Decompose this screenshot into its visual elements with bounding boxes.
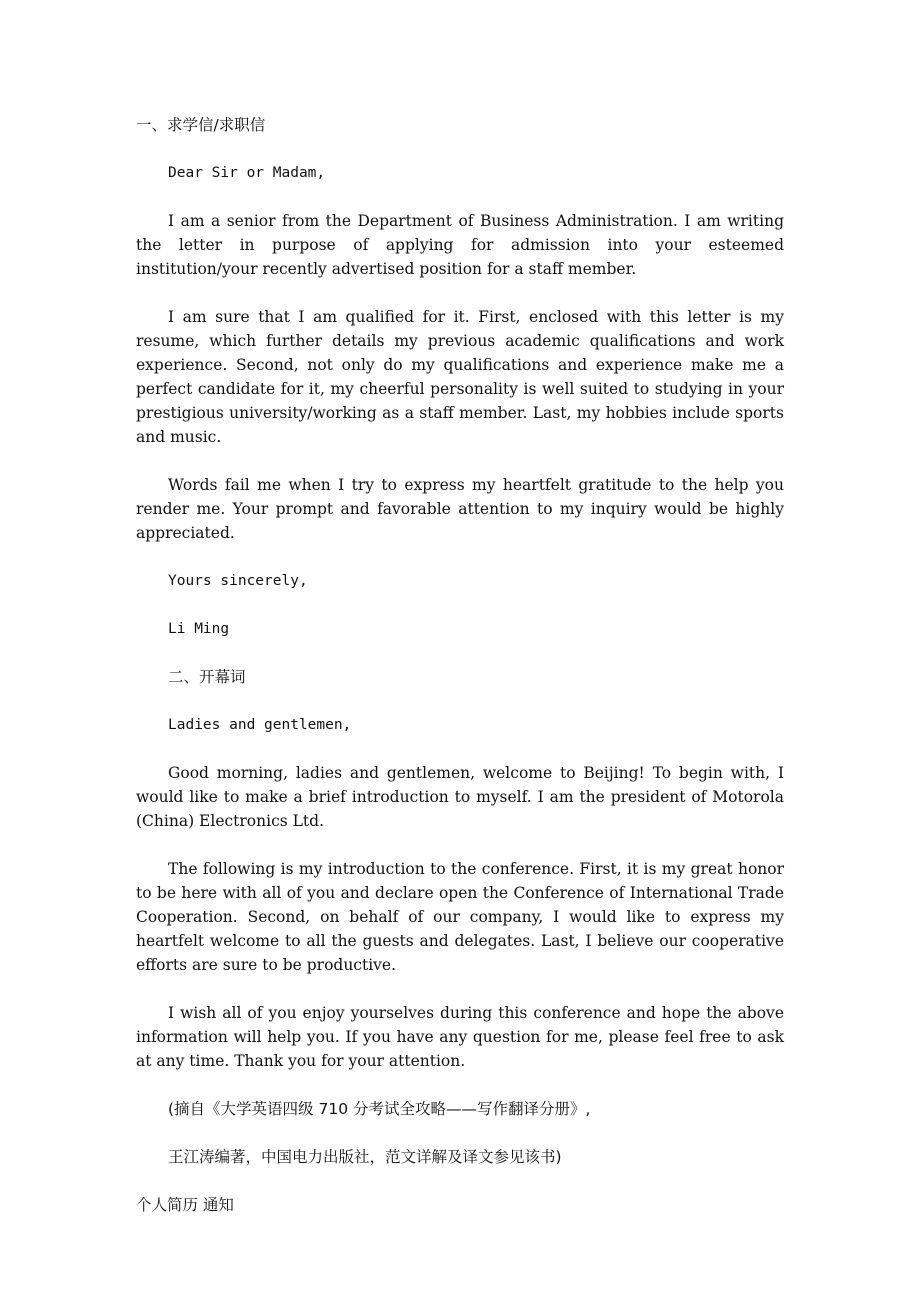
letter-paragraph-1: I am a senior from the Department of Business Administration. I am writing the letter in purpose of applying for admission into your esteemed institution/your recently advertised position for a staff member. bbox=[136, 212, 784, 278]
document-page bbox=[136, 113, 784, 1217]
source-note-line-2: 王江涛编著，中国电力出版社，范文详解及译文参见该书) bbox=[168, 1148, 562, 1166]
letter-signature: Li Ming bbox=[168, 621, 230, 637]
letter-salutation: Dear Sir or Madam, bbox=[168, 165, 326, 181]
source-note-line-1: (摘自《大学英语四级 710 分考试全攻略——写作翻译分册》, bbox=[168, 1100, 591, 1118]
speech-paragraph-2: The following is my introduction to the conference. First, it is my great honor to be here with all of you and declare open the Conference of International Trade Cooperation. Second, on behalf of our company, I would like to express my heartfelt welcome to all the guests and delegates. Last, I believe our cooperative efforts are sure to be productive. bbox=[136, 860, 784, 974]
section-heading-opening-speech: 二、开幕词 bbox=[168, 668, 246, 686]
letter-paragraph-3: Words fail me when I try to express my heartfelt gratitude to the help you render me. Your prompt and favorable attention to my inquiry would be highly appreciated. bbox=[136, 476, 784, 542]
footer-tags: 个人简历 通知 bbox=[136, 1196, 234, 1214]
speech-paragraph-1: Good morning, ladies and gentlemen, welcome to Beijing! To begin with, I would like to make a brief introduction to myself. I am the president of Motorola (China) Electronics Ltd. bbox=[136, 764, 784, 830]
letter-paragraph-2: I am sure that I am qualified for it. First, enclosed with this letter is my resume, which further details my previous academic qualifications and work experience. Second, not only do my qualifications and experience make me a perfect candidate for it, my cheerful personality is well suited to studying in your prestigious university/working as a staff member. Last, my hobbies include sports and music. bbox=[136, 308, 784, 446]
speech-salutation: Ladies and gentlemen, bbox=[168, 717, 352, 733]
speech-paragraph-3: I wish all of you enjoy yourselves during this conference and hope the above information will help you. If you have any question for me, please feel free to ask at any time. Thank you for your attention. bbox=[136, 1004, 784, 1070]
letter-closing: Yours sincerely, bbox=[168, 573, 308, 589]
section-heading-application-letter: 一、求学信/求职信 bbox=[136, 116, 266, 134]
